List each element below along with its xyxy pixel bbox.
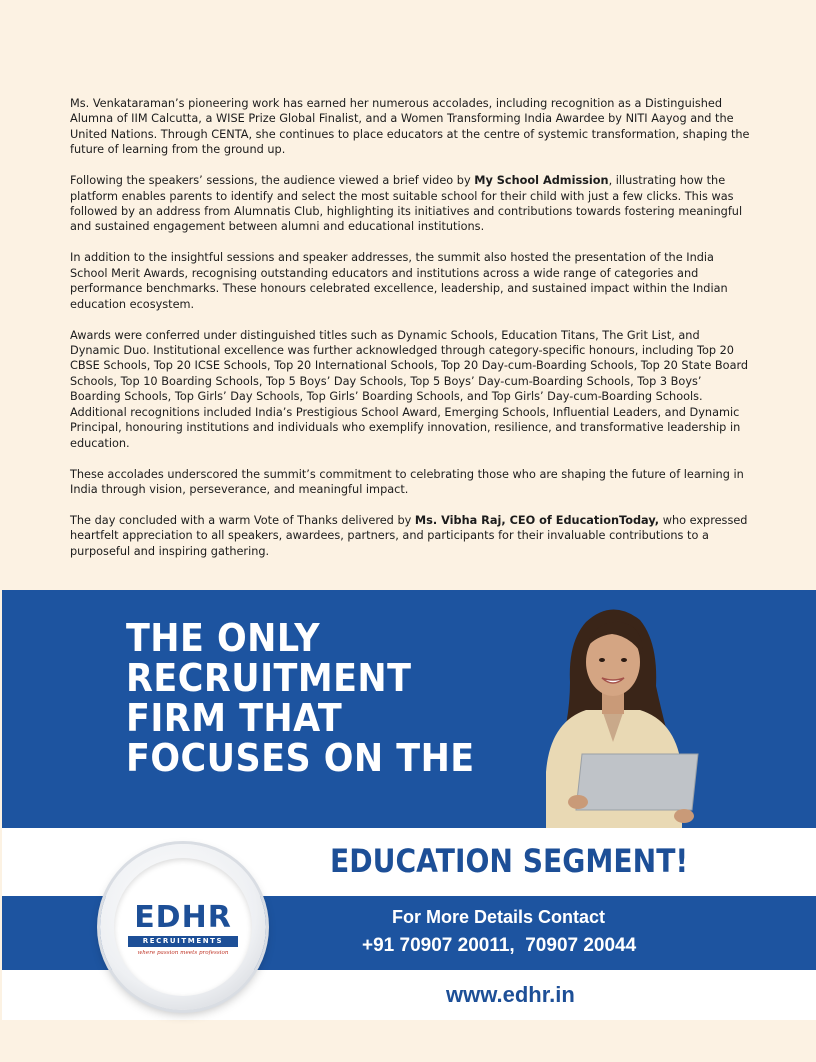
edhr-logo-text: EDHR <box>134 900 232 935</box>
paragraph-additional-recognitions: Additional recognitions included India’s Prestigious School Award, Emerging Schools, Influential Leaders, and Dynamic Principal, honouring institutions and individuals who exemplify innovation, resilience, and transformative leadership in education. <box>70 405 741 450</box>
paragraph-commitment: These accolades underscored the summit’s commitment to celebrating those who are shaping the future of learning in India through vision, perseverance, and meaningful impact. <box>70 467 744 496</box>
paragraph-thanks-pre: The day concluded with a warm Vote of Thanks delivered by <box>70 513 415 527</box>
contact-title: For More Details Contact <box>392 907 606 927</box>
paragraph-award-titles: Awards were conferred under distinguished titles such as Dynamic Schools, Education Titans, The Grit List, and Dynamic Duo. Institutional excellence was further acknowledged through category-specific honours, including Top 20 CBSE Schools, Top 20 ICSE Schools, Top 20 International Schools, Top 20 Day-cum-Boarding Schools, Top 20 State Board Schools, Top 10 Boarding Schools, Top 5 Boys’ Day Schools, Top 5 Boys’ Day-cum-Boarding Schools, Top 3 Boys’ Boarding Schools, Top Girls’ Day Schools, Top Girls’ Boarding Schools, and Top Girls’ Day-cum-Boarding Schools. <box>70 328 749 404</box>
edhr-logo-recruitments: RECRUITMENTS <box>128 936 238 947</box>
edhr-advertisement <box>0 590 816 1020</box>
headline-line-1: THE ONLY <box>126 616 320 660</box>
ad-headline <box>126 618 475 778</box>
paragraph-thanks-post: who expressed heartfelt appreciation to all speakers, awardees, partners, and participants for their invaluable contributions to a purposeful and inspiring gathering. <box>70 513 748 558</box>
website-link[interactable]: www.edhr.in <box>446 982 575 1007</box>
paragraph-vote-of-thanks <box>70 513 750 559</box>
vibha-raj-bold: Ms. Vibha Raj, CEO of EducationToday, <box>414 513 660 527</box>
contact-phone-numbers: +91 70907 20011, 70907 20044 <box>362 935 637 956</box>
paragraph-video-pre: Following the speakers’ sessions, the audience viewed a brief video by <box>70 174 475 188</box>
headline-line-2: RECRUITMENT <box>126 656 412 700</box>
headline-line-3: FIRM THAT <box>126 696 343 740</box>
paragraph-video <box>70 173 750 235</box>
paragraph-video-post: , illustrating how the platform enables parents to identify and select the most suitable school for their child with just a few clicks. This was followed by an address from Alumnatis Club, highlighting its initiatives and contributions towards fostering meaningful and sustained engagement between alumni and educational institutions. <box>70 174 743 234</box>
education-segment-tagline: EDUCATION SEGMENT! <box>330 842 689 880</box>
my-school-admission-bold: My School Admission <box>474 174 609 188</box>
edhr-logo-inner <box>114 858 252 996</box>
edhr-logo-tagline: where passion meets profession <box>137 950 229 956</box>
article-body <box>70 96 750 575</box>
headline-line-4: FOCUSES ON THE <box>126 736 475 780</box>
paragraph-accolades: Ms. Venkataraman’s pioneering work has earned her numerous accolades, including recognition as a Distinguished Alumna of IIM Calcutta, a WISE Prize Global Finalist, and a Women Transforming India Awardee by NITI Aayog and the United Nations. Through CENTA, she continues to place educators at the centre of systemic transformation, shaping the future of learning from the ground up. <box>70 97 750 157</box>
woman-with-laptop-illustration <box>516 602 706 828</box>
edhr-logo-badge <box>100 844 266 1010</box>
paragraph-merit-awards: In addition to the insightful sessions and speaker addresses, the summit also hosted the presentation of the India School Merit Awards, recognising outstanding educators and institutions across a wide range of categories and performance benchmarks. These honours celebrated excellence, leadership, and sustained impact within the Indian education ecosystem. <box>70 251 728 311</box>
